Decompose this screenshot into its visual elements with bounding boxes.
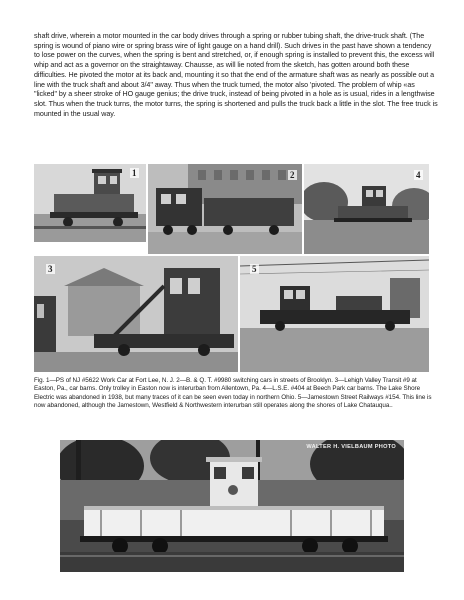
photo-lse-beech-park — [304, 164, 429, 254]
photo-number-1: 1 — [132, 168, 137, 178]
figure-caption: Fig. 1—PS of NJ #5622 Work Car at Fort Lee, N. J. 2—B. & Q. T. #9980 switching cars in streets of Brooklyn. 3—Lehigh Valley Transit #9 at Easton, Pa., car barns. Only trolley in Easton now is interurban from Allentown, Pa. 4—L.S.E. #404 at Beech Park car barns. The Lake Shore Electric was abandoned in 1938, but many traces of it can be seen even today in northern Ohio. 5—Jamestown Street Railways #154. This line is now abandoned, although the Jamestown, Westfield & Northwestern interurban still operates along the shores of Lake Chatauqua.. — [34, 377, 432, 410]
photo-number-4: 4 — [416, 170, 421, 180]
photo-collage — [34, 164, 429, 372]
photo-lehigh-valley-easton — [34, 256, 238, 372]
photo-credit: WALTER H. VIELBAUM PHOTO — [306, 444, 396, 450]
photo-brooklyn-switching — [148, 164, 302, 254]
photo-number-2: 2 — [290, 170, 295, 180]
photo-number-3: 3 — [48, 264, 53, 274]
article-body: shaft drive, wherein a motor mounted in the car body drives through a spring or rubber tubing shaft, the drive-truck shaft. (The spring is wound of piano wire or spring brass wire of light gauge on a hand drill). Such drives in the past have shown a tendency to lose power on the curves, when the spring is bent and stretched, or, if enough spring is installed to prevent this, the excess will whip and act as a governor on the straightaway. Chausse, as will lie noted from the sketch, has gotten around both these difficulties. He pivoted the motor at its back and, mounting it so that the end of the armature shaft was as nearly as possible out a line with the truck shaft and about 3/4" away. Thus when the truck turned, the motor also 'pivoted. The problem of whip «as "licked" by a sheer stroke of HO gauge genius; the drive truck, instead of being pivoted in a hole as is usual, rides in a lengthwise slot. Thus when the truck turns, the motor turns, the spring is shortened and pulls the truck back a little in the slot. The free truck is mounted in the usual way. — [34, 32, 438, 118]
photo-number-5: 5 — [252, 264, 257, 274]
photo-work-car-large — [60, 440, 404, 572]
photo-jamestown-154 — [240, 256, 429, 372]
